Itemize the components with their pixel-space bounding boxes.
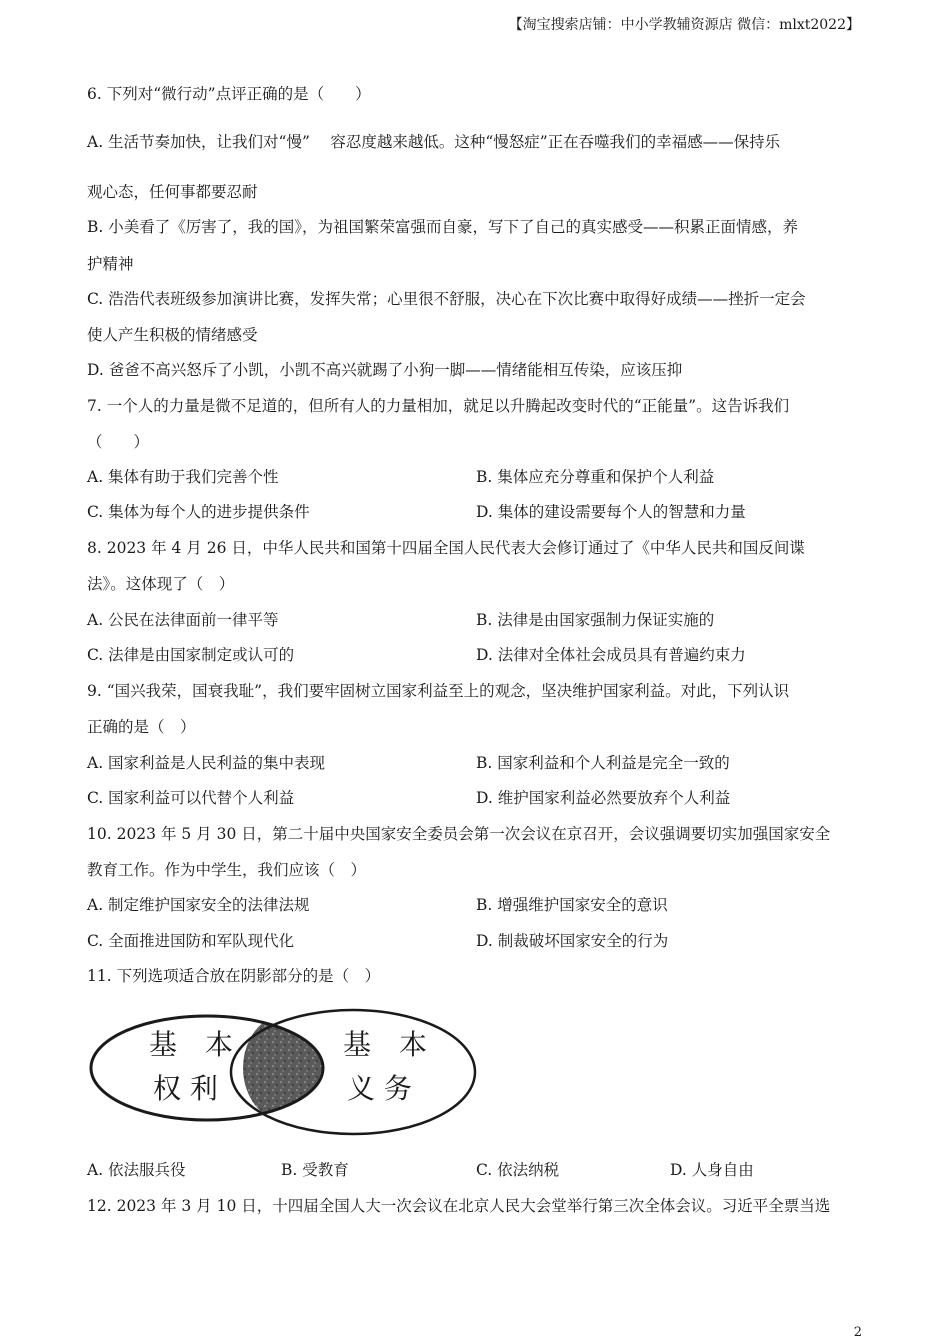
venn-label-right-2: 义 务 — [347, 1072, 412, 1105]
q9-stem-line2: 正确的是（ ） — [87, 718, 196, 736]
q9-option-a: A. 国家利益是人民利益的集中表现 — [87, 754, 326, 772]
q11-option-a: A. 依法服兵役 — [87, 1161, 186, 1179]
q10-stem-line2: 教育工作。作为中学生，我们应该（ ） — [87, 861, 367, 879]
q11-option-c: C. 依法纳税 — [476, 1161, 560, 1179]
q6-option-c-line1: C. 浩浩代表班级参加演讲比赛，发挥失常；心里很不舒服，决心在下次比赛中取得好成绩——挫折一定会 — [87, 290, 806, 308]
q11-stem: 11. 下列选项适合放在阴影部分的是（ ） — [87, 967, 381, 985]
q9-option-d: D. 维护国家利益必然要放弃个人利益 — [476, 789, 731, 807]
venn-label-right-1: 基 本 — [343, 1028, 428, 1061]
q6-option-b-line1: B. 小美看了《厉害了，我的国》，为祖国繁荣富强而自豪，写下了自己的真实感受——积累正面情感，养 — [87, 218, 798, 236]
q8-option-d: D. 法律对全体社会成员具有普遍约束力 — [476, 646, 746, 664]
q6-option-b-line2: 护精神 — [87, 255, 134, 273]
q7-option-a: A. 集体有助于我们完善个性 — [87, 468, 279, 486]
q8-option-a: A. 公民在法律面前一律平等 — [87, 611, 279, 629]
q8-stem-line1: 8. 2023 年 4 月 26 日，中华人民共和国第十四届全国人民代表大会修订通过了《中华人民共和国反间谍 — [87, 539, 805, 557]
q6-option-a-line2: 观心态，任何事都要忍耐 — [87, 183, 258, 201]
q10-option-b: B. 增强维护国家安全的意识 — [476, 896, 668, 914]
q7-stem-line2: （ ） — [87, 433, 150, 451]
q6-stem: 6. 下列对“微行动”点评正确的是（ ） — [87, 85, 371, 103]
q7-stem-line1: 7. 一个人的力量是微不足道的，但所有人的力量相加，就足以升腾起改变时代的“正能量”。这告诉我们 — [87, 397, 790, 415]
page-number: 2 — [853, 1325, 862, 1340]
q10-option-d: D. 制裁破坏国家安全的行为 — [476, 932, 669, 950]
q11-option-d: D. 人身自由 — [670, 1161, 754, 1179]
q9-stem-line1: 9. “国兴我荣，国衰我耻”，我们要牢固树立国家利益至上的观念，坚决维护国家利益。对此，下列认识 — [87, 682, 790, 700]
q7-option-b: B. 集体应充分尊重和保护个人利益 — [476, 468, 715, 486]
venn-label-left-2: 权 利 — [153, 1072, 218, 1105]
q7-option-c: C. 集体为每个人的进步提供条件 — [87, 503, 310, 521]
q12-stem-line1: 12. 2023 年 3 月 10 日，十四届全国人大一次会议在北京人民大会堂举行第三次全体会议。习近平全票当选 — [87, 1197, 831, 1215]
q6-option-a-line1: A. 生活节奏加快，让我们对“慢” 容忍度越来越低。这种“慢怒症”正在吞噬我们的幸福感——保持乐 — [87, 133, 781, 151]
q9-option-b: B. 国家利益和个人利益是完全一致的 — [476, 754, 730, 772]
q6-option-d: D. 爸爸不高兴怒斥了小凯，小凯不高兴就踢了小狗一脚——情绪能相互传染，应该压抑 — [87, 361, 683, 379]
q10-option-c: C. 全面推进国防和军队现代化 — [87, 932, 295, 950]
q10-stem-line1: 10. 2023 年 5 月 30 日，第二十届中央国家安全委员会第一次会议在京召开，会议强调要切实加强国家安全 — [87, 825, 831, 843]
page-header: 【淘宝搜索店铺：中小学教辅资源店 微信：mlxt2022】 — [508, 17, 860, 33]
q10-option-a: A. 制定维护国家安全的法律法规 — [87, 896, 310, 914]
q7-option-d: D. 集体的建设需要每个人的智慧和力量 — [476, 503, 746, 521]
q8-stem-line2: 法》。这体现了（ ） — [87, 575, 235, 593]
q8-option-c: C. 法律是由国家制定或认可的 — [87, 646, 295, 664]
q11-option-b: B. 受教育 — [281, 1161, 349, 1179]
q8-option-b: B. 法律是由国家强制力保证实施的 — [476, 611, 715, 629]
q9-option-c: C. 国家利益可以代替个人利益 — [87, 789, 295, 807]
venn-diagram — [87, 1008, 479, 1140]
venn-label-left-1: 基 本 — [149, 1028, 234, 1061]
q6-option-c-line2: 使人产生积极的情绪感受 — [87, 326, 258, 344]
